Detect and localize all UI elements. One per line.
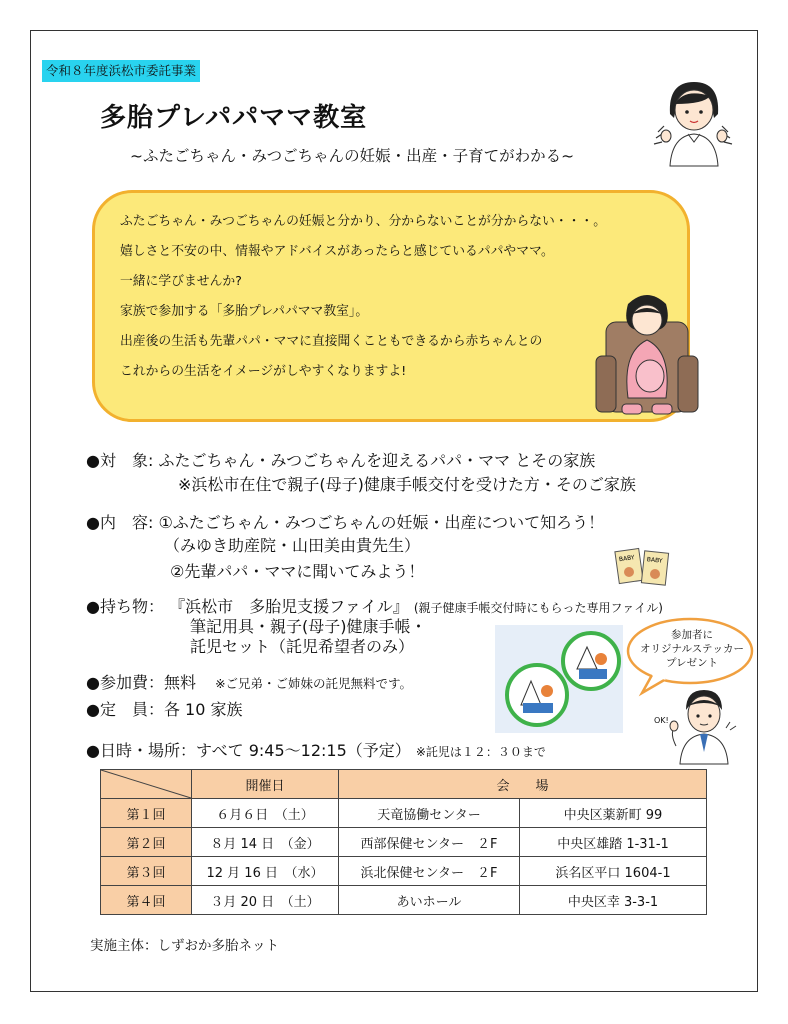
svg-text:BABY: BABY (646, 556, 663, 565)
content-item-1-sub: （みゆき助産院・山田美由貴先生） (164, 536, 421, 555)
session-number: 第２回 (101, 828, 192, 857)
datetime-row (86, 738, 546, 761)
intro-text (120, 214, 606, 394)
header-venue: 会 場 (339, 770, 707, 799)
datetime-value: すべて 9:45～12:15（予定） (195, 741, 411, 760)
fee-note: ※ご兄弟・ご姉妹の託児無料です。 (215, 676, 413, 691)
sticker-line-2: オリジナルステッカー (640, 643, 744, 655)
baby-handbook-icon (615, 546, 671, 586)
intro-line: 家族で参加する「多胎プレパパママ教室」。 (120, 304, 369, 319)
table-row (101, 857, 707, 886)
session-venue: あいホール (339, 886, 520, 915)
sticker-bubble-text (632, 628, 752, 670)
capacity-label: ●定 員： (86, 700, 164, 719)
session-address: 中央区薬新町 99 (520, 799, 707, 828)
fee-value: 無料 (163, 673, 196, 692)
ok-text: OK! (654, 716, 669, 725)
schedule-table (100, 769, 707, 915)
bring-item-2: 筆記用具・親子(母子)健康手帳・ (190, 617, 427, 636)
session-number: 第３回 (101, 857, 192, 886)
bring-item-1-note: (親子健康手帳交付時にもらった専用ファイル) (413, 601, 663, 615)
content-item-2: ②先輩パパ・ママに聞いてみよう！ (170, 562, 425, 581)
session-address: 中央区雄踏 1-31-1 (520, 828, 707, 857)
bring-label: ●持ち物： (86, 597, 164, 616)
target-note: ※浜松市在住で親子(母子)健康手帳交付を受けた方・そのご家族 (178, 475, 636, 494)
bring-item-3: 託児セット（託児希望者のみ） (190, 637, 415, 656)
content-label: ●内 容: (86, 513, 154, 532)
session-venue: 天竜協働センター (339, 799, 520, 828)
target-text: ふたごちゃん・みつごちゃんを迎えるパパ・ママ とその家族 (158, 451, 596, 470)
organizer: 実施主体：しずおか多胎ネット (90, 938, 279, 954)
datetime-note: ※託児は１２：３０まで (415, 745, 546, 759)
capacity-row (86, 697, 243, 720)
session-venue: 西部保健センター ２F (339, 828, 520, 857)
session-date: 12 月 16 日 （水） (192, 857, 339, 886)
intro-line: 嬉しさと不安の中、情報やアドバイスがあったらと感じているパパやママ。 (120, 244, 554, 259)
intro-line: ふたごちゃん・みつごちゃんの妊娠と分かり、分からないことが分からない・・・。 (120, 214, 607, 229)
fee-row (86, 670, 412, 693)
intro-line: 出産後の生活も先輩パパ・ママに直接聞くこともできるから赤ちゃんとの (120, 334, 543, 349)
session-date: ３月 20 日 （土） (192, 886, 339, 915)
page-subtitle: ~ふたごちゃん・みつごちゃんの妊娠・出産・子育てがわかる~ (130, 147, 575, 165)
capacity-value: 各 10 家族 (163, 700, 243, 719)
nurse-illustration (648, 74, 738, 170)
svg-text:BABY: BABY (618, 554, 636, 564)
session-number: 第１回 (101, 799, 192, 828)
session-date: ８月 14 日 （金） (192, 828, 339, 857)
pregnant-woman-illustration (592, 286, 702, 426)
session-date: ６月６日 （土） (192, 799, 339, 828)
table-corner (101, 770, 192, 799)
session-address: 中央区幸 3-3-1 (520, 886, 707, 915)
table-row (101, 886, 707, 915)
target-row (86, 448, 595, 471)
session-venue: 浜北保健センター ２F (339, 857, 520, 886)
datetime-label: ●日時・場所： (86, 741, 196, 760)
table-row (101, 799, 707, 828)
sticker-line-1: 参加者に (671, 629, 713, 641)
commission-tag: 令和８年度浜松市委託事業 (42, 60, 200, 82)
content-item-1: ①ふたごちゃん・みつごちゃんの妊娠・出産について知ろう！ (158, 513, 605, 532)
content-row (86, 510, 604, 533)
page-title: 多胎プレパパママ教室 (100, 103, 368, 133)
sticker-images (495, 625, 625, 735)
fee-label: ●参加費： (86, 673, 164, 692)
table-header-row (101, 770, 707, 799)
sticker-line-3: プレゼント (665, 657, 719, 669)
table-row (101, 828, 707, 857)
session-address: 浜名区平口 1604-1 (520, 857, 707, 886)
intro-line: 一緒に学びませんか? (120, 274, 242, 289)
session-number: 第４回 (101, 886, 192, 915)
intro-line: これからの生活をイメージがしやすくなりますよ! (120, 364, 407, 379)
bring-item-1: 『浜松市 多胎児支援ファイル』 (169, 597, 409, 616)
target-label: ●対 象: (86, 451, 154, 470)
man-ok-illustration (668, 688, 738, 764)
header-date: 開催日 (192, 770, 339, 799)
